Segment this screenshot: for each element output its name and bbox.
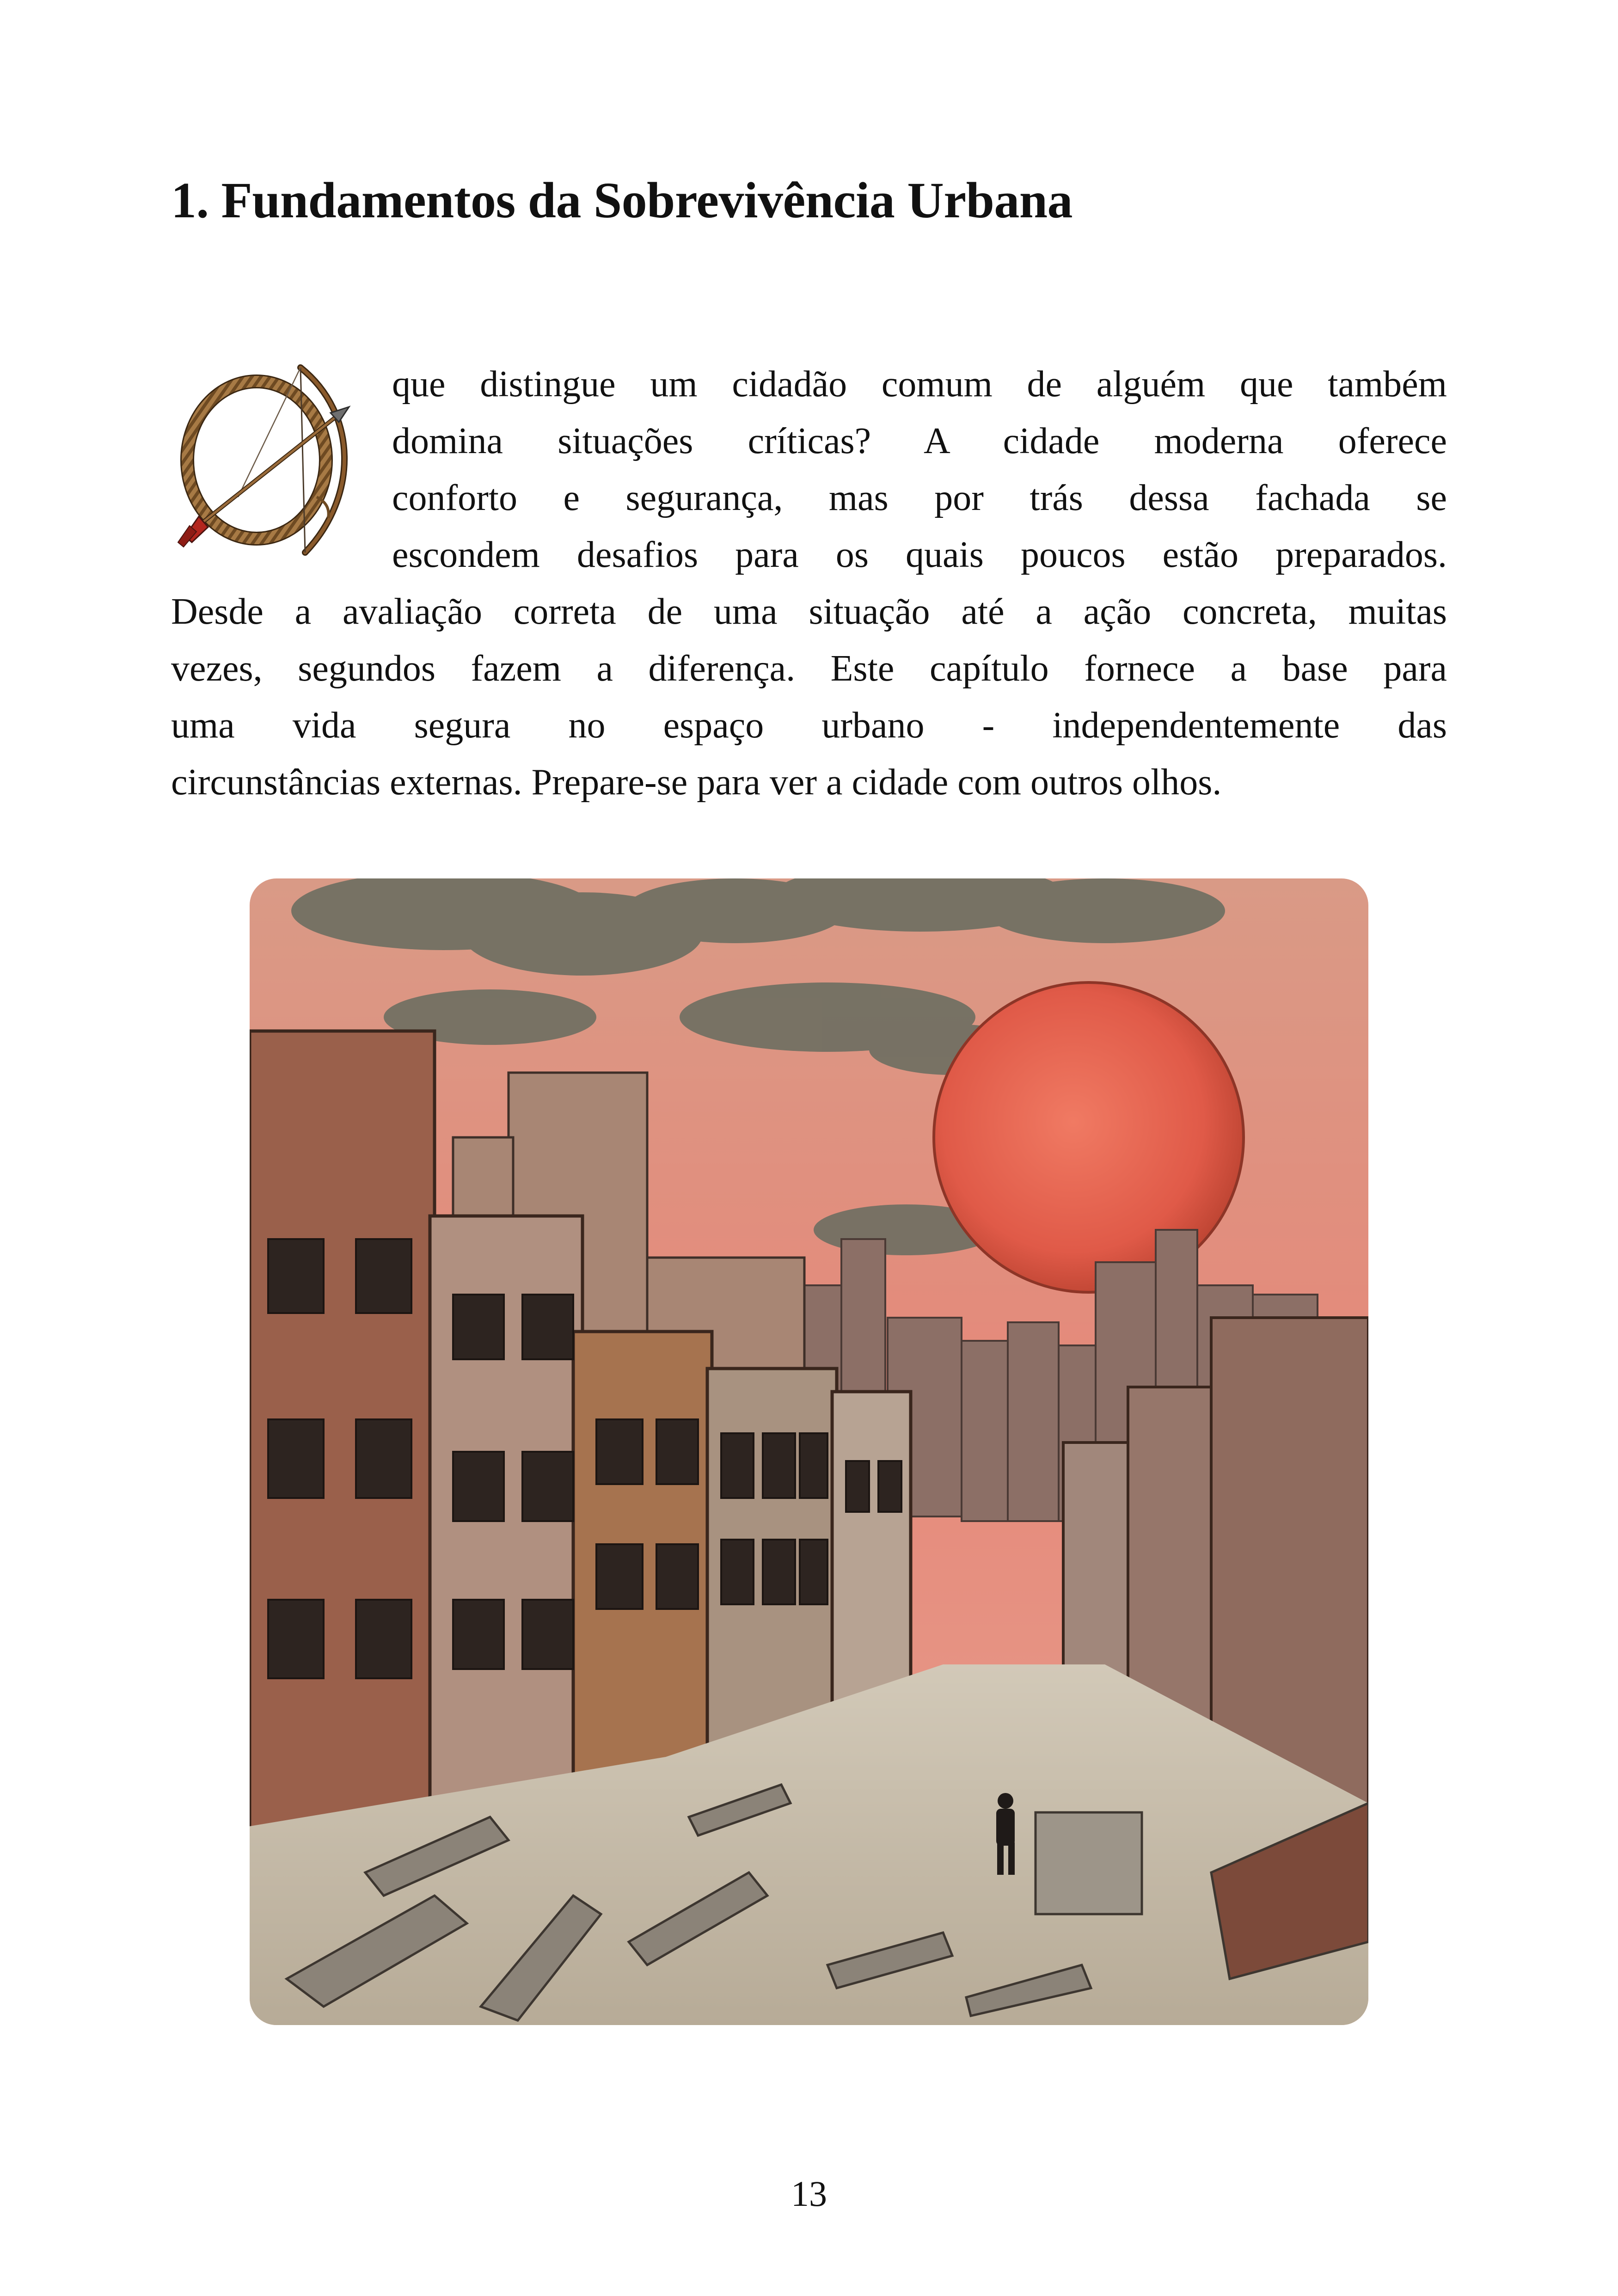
paragraph-line: vezes, segundos fazem a diferença. Este capítulo fornece a base para (171, 648, 1447, 689)
paragraph-line: conforto e segurança, mas por trás dessa fachada se (392, 478, 1447, 518)
paragraph-line: domina situações críticas? A cidade moderna oferece (392, 421, 1447, 461)
paragraph-line: escondem desafios para os quais poucos estão preparados. (392, 534, 1447, 575)
intro-paragraph (171, 356, 1447, 811)
chapter-title: 1. Fundamentos da Sobrevivência Urbana (171, 172, 1073, 228)
page-number: 13 (791, 2173, 827, 2214)
paragraph-line: circunstâncias externas. Prepare-se para ver a cidade com outros olhos. (171, 762, 1222, 803)
ruined-city-illustration (250, 878, 1368, 2025)
paragraph-line: uma vida segura no espaço urbano - independentemente das (171, 705, 1447, 746)
paragraph-line: que distingue um cidadão comum de alguém que também (392, 364, 1447, 405)
paragraph-line: Desde a avaliação correta de uma situação até a ação concreta, muitas (171, 591, 1447, 632)
